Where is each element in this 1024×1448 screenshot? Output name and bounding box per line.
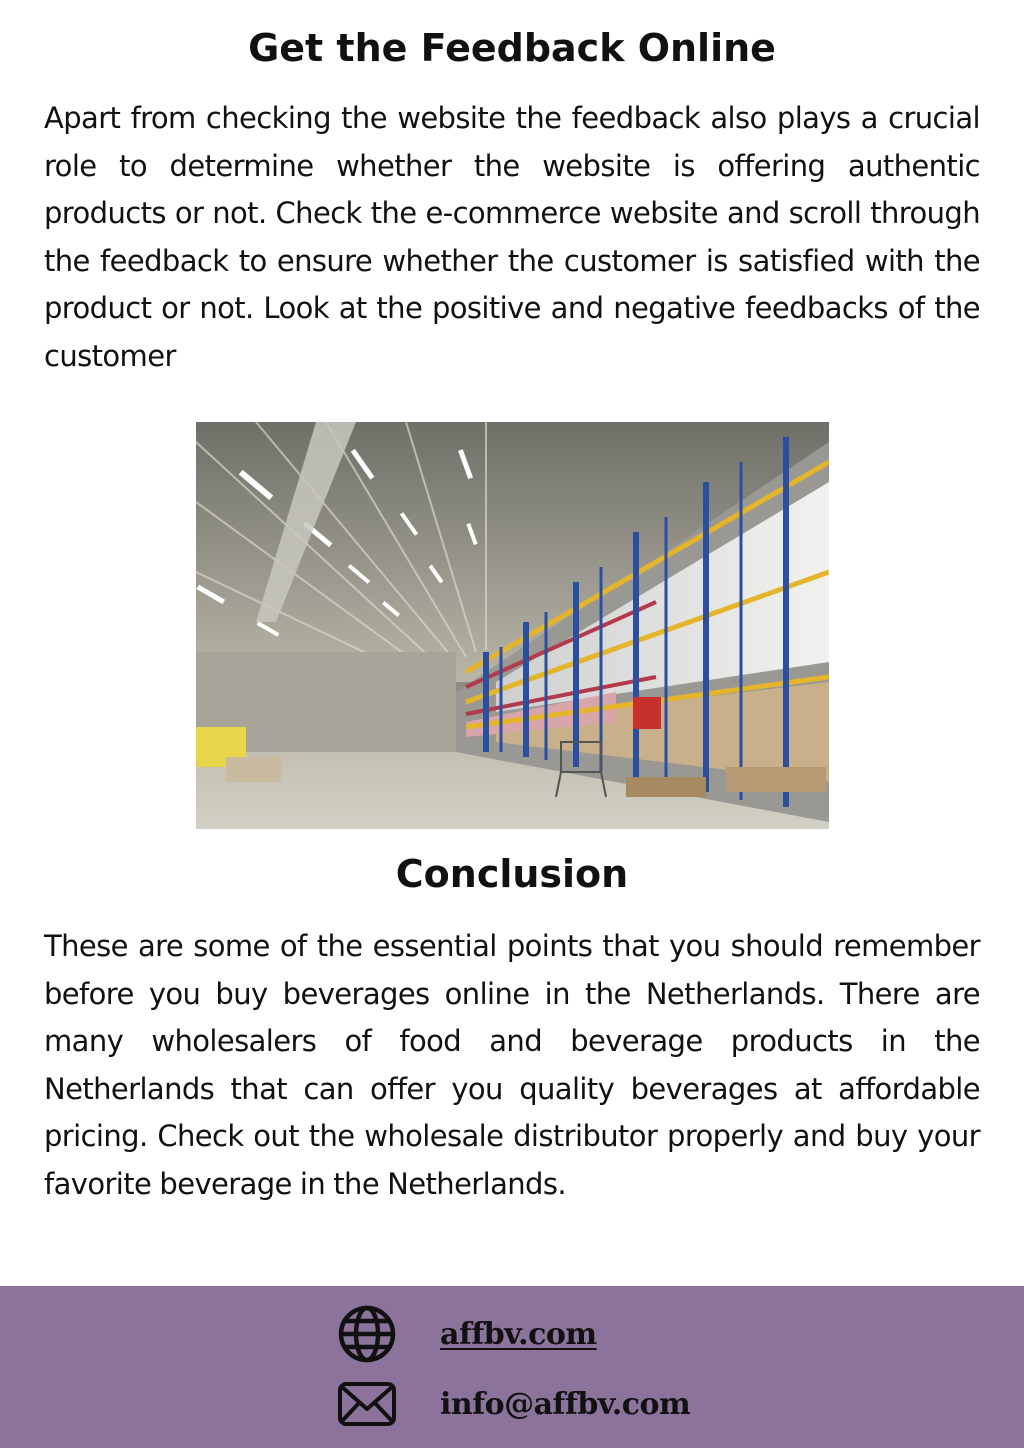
website-link[interactable]: affbv.com [440, 1316, 597, 1352]
globe-icon [336, 1303, 398, 1365]
email-contact-row [336, 1372, 690, 1436]
email-link[interactable]: info@affbv.com [440, 1386, 691, 1422]
section-heading-conclusion: Conclusion [395, 852, 629, 896]
website-contact-row [336, 1302, 597, 1366]
section-heading-feedback: Get the Feedback Online [248, 26, 776, 70]
warehouse-photo [196, 422, 829, 829]
envelope-icon [336, 1373, 398, 1435]
conclusion-paragraph: These are some of the essential points that you should remember before you buy beverages online in the Netherlands. There are many wholesalers of food and beverage products in the Netherlands that can offer you quality beverages at affordable pricing. Check out the wholesale distributor properly and buy your favorite beverage in the Netherlands. [44, 929, 980, 1201]
feedback-paragraph: Apart from checking the website the feedback also plays a crucial role to determine whether the website is offering authentic products or not. Check the e-commerce website and scroll through the feedback to ensure whether the customer is satisfied with the product or not. Look at the positive and negative feedbacks of the customer [44, 101, 980, 373]
